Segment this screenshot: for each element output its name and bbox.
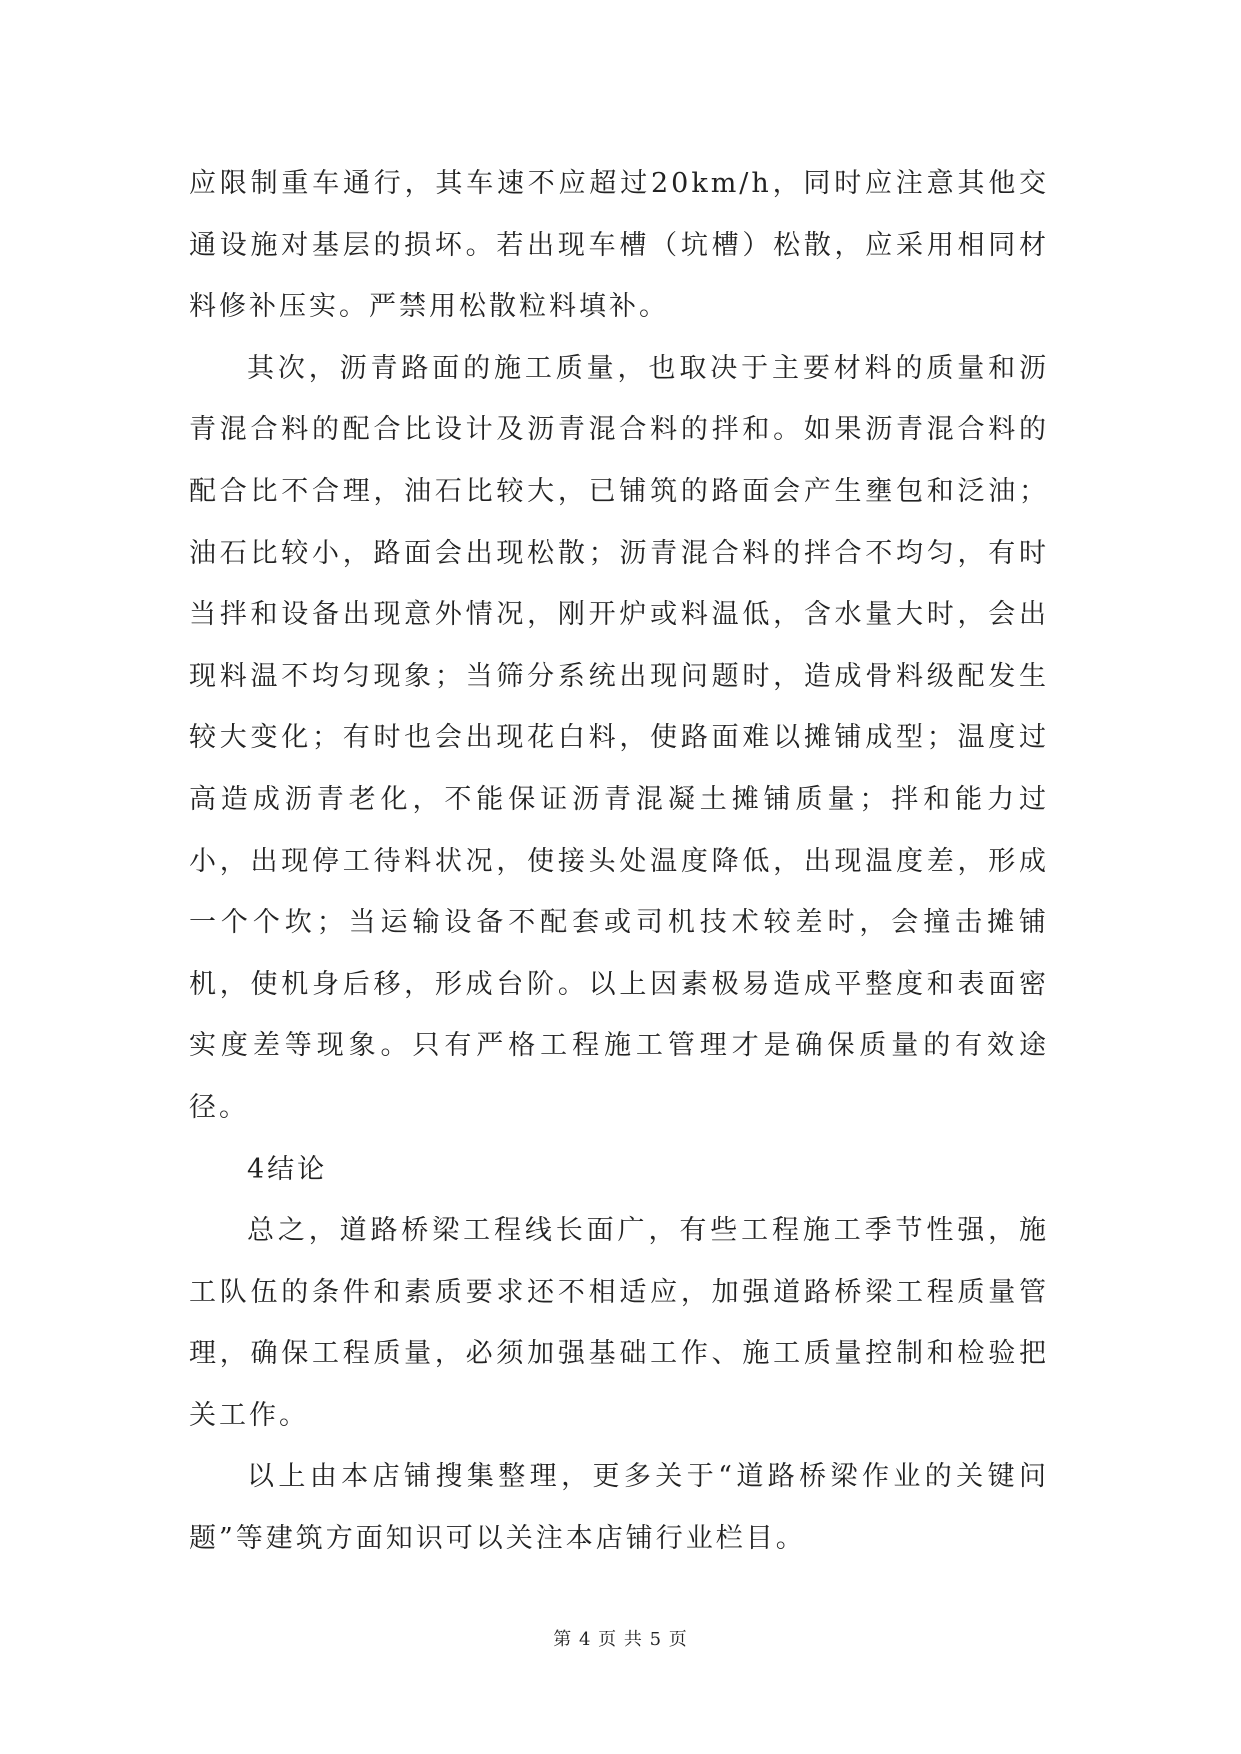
page-number-label: 第 4 页 共 5 页 [553,1629,688,1650]
paragraph-closing-note: 以上由本店铺搜集整理，更多关于“道路桥梁作业的关键问题”等建筑方面知识可以关注本店铺行业栏目。 [189,1461,1049,1555]
section-heading-conclusion: 4结论 [247,1153,328,1185]
document-body [189,153,1049,1570]
paragraph-conclusion: 总之，道路桥梁工程线长面广，有些工程施工季节性强，施工队伍的条件和素质要求还不相适应，加强道路桥梁工程质量管理，确保工程质量，必须加强基础工作、施工质量控制和检验把关工作。 [189,1215,1049,1431]
page-footer [0,1628,1241,1652]
paragraph-asphalt-quality: 其次，沥青路面的施工质量，也取决于主要材料的质量和沥青混合料的配合比设计及沥青混合料的拌和。如果沥青混合料的配合比不合理，油石比较大，已铺筑的路面会产生壅包和泛油；油石比较小，路面会出现松散；沥青混合料的拌合不均匀，有时当拌和设备出现意外情况，刚开炉或料温低，含水量大时，会出现料温不均匀现象；当筛分系统出现问题时，造成骨料级配发生较大变化；有时也会出现花白料，使路面难以摊铺成型；温度过高造成沥青老化，不能保证沥青混凝土摊铺质量；拌和能力过小，出现停工待料状况，使接头处温度降低，出现温度差，形成一个个坎；当运输设备不配套或司机技术较差时，会撞击摊铺机，使机身后移，形成台阶。以上因素极易造成平整度和表面密实度差等现象。只有严格工程施工管理才是确保质量的有效途径。 [189,352,1049,1123]
paragraph-continuation: 应限制重车通行，其车速不应超过20km/h，同时应注意其他交通设施对基层的损坏。若出现车槽（坑槽）松散，应采用相同材料修补压实。严禁用松散粒料填补。 [189,168,1049,323]
